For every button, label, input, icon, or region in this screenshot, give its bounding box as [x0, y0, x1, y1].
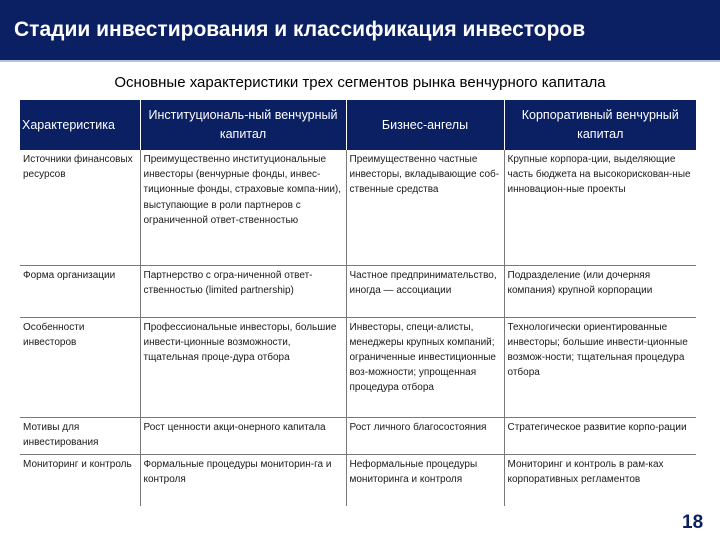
table-header-row — [20, 100, 696, 150]
cell-angels: Инвесторы, специ-алисты, менеджеры крупных компаний; ограниченные инвестиционные воз-можности; упрощенная процедура отбора — [346, 317, 504, 417]
table-row — [20, 150, 696, 265]
column-header-angels: Бизнес-ангелы — [346, 100, 504, 150]
cell-angels: Частное предпринимательство, иногда — ассоциации — [346, 265, 504, 317]
cell-corporate: Технологически ориентированные инвесторы; большие инвести-ционные возмож-ности; тщательная процедура отбора — [504, 317, 696, 417]
venture-capital-table — [20, 100, 696, 506]
cell-institutional: Партнерство с огра-ниченной ответ-ственностью (limited partnership) — [140, 265, 346, 317]
cell-institutional: Рост ценности акци-онерного капитала — [140, 417, 346, 454]
cell-corporate: Крупные корпора-ции, выделяющие часть бюджета на высокорискован-ные инновацион-ные проекты — [504, 150, 696, 265]
cell-characteristic: Источники финансовых ресурсов — [20, 150, 140, 265]
cell-institutional: Преимущественно институциональные инвесторы (венчурные фонды, инвес-тиционные фонды, страховые компа-нии), выступающие в роли партнеров с ограниченной ответ-ственностью — [140, 150, 346, 265]
table-row — [20, 317, 696, 417]
cell-angels: Преимущественно частные инвесторы, вкладывающие соб-ственные средства — [346, 150, 504, 265]
table-row — [20, 265, 696, 317]
cell-characteristic: Особенности инвесторов — [20, 317, 140, 417]
cell-characteristic: Форма организации — [20, 265, 140, 317]
table-row — [20, 454, 696, 506]
cell-characteristic: Мотивы для инвестирования — [20, 417, 140, 454]
cell-corporate: Стратегическое развитие корпо-рации — [504, 417, 696, 454]
table-subtitle: Основные характеристики трех сегментов рынка венчурного капитала — [114, 74, 606, 91]
cell-angels: Рост личного благосостояния — [346, 417, 504, 454]
page-number: 18 — [682, 512, 704, 533]
column-header-corporate: Корпоративный венчурный капитал — [504, 100, 696, 150]
column-header-characteristic: Характеристика — [20, 100, 140, 150]
cell-institutional: Профессиональные инвесторы, большие инвести-ционные возможности, тщательная проце-дура отбора — [140, 317, 346, 417]
cell-characteristic: Мониторинг и контроль — [20, 454, 140, 506]
cell-angels: Неформальные процедуры мониторинга и контроля — [346, 454, 504, 506]
table-row — [20, 417, 696, 454]
cell-corporate: Подразделение (или дочерняя компания) крупной корпорации — [504, 265, 696, 317]
cell-corporate: Мониторинг и контроль в рам-ках корпоративных регламентов — [507, 458, 664, 485]
slide-header — [0, 0, 720, 62]
slide-title: Стадии инвестирования и классификация инвесторов — [14, 18, 586, 41]
cell-institutional: Формальные процедуры мониторин-га и контроля — [140, 454, 346, 506]
column-header-institutional: Институциональ-ный венчурный капитал — [140, 100, 346, 150]
